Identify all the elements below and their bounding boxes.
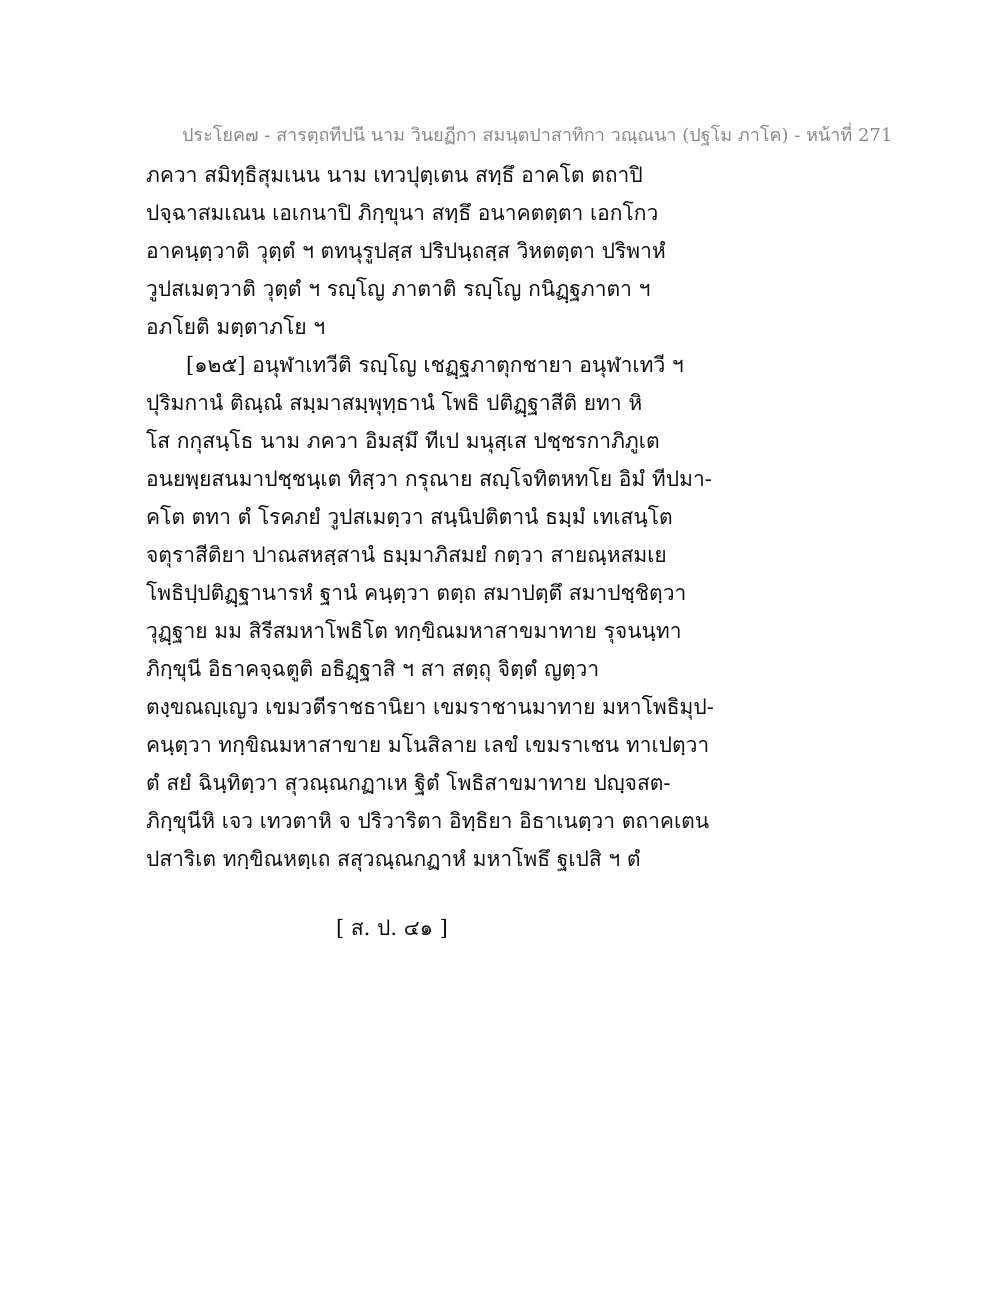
text-line: ภิกฺขุนี อิธาคจฺฉตูติ อธิฏฺฐาสิ ฯ สา สตฺถุ จิตฺตํ ญตฺวา bbox=[146, 657, 600, 681]
text-line: อภโยติ มตฺตาภโย ฯ bbox=[146, 315, 326, 339]
text-line: โพธิปฺปติฏฺฐานารหํ ฐานํ คนฺตฺวา ตตฺถ สมาปตฺตึ สมาปชฺชิตฺวา bbox=[146, 581, 687, 605]
text-line: ภควา สมิทฺธิสุมเนน นาม เทวปุตฺเตน สทฺธึ อาคโต ตถาปิ bbox=[146, 163, 643, 187]
text-line: ปุริมกานํ ติณฺณํ สมฺมาสมฺพุทฺธานํ โพธิ ปติฏฺฐาสีติ ยทา หิ bbox=[146, 391, 643, 415]
text-line: วูปสเมตฺวาติ วุตฺตํ ฯ รญฺโญ ภาตาติ รญฺโญ กนิฏฺฐภาตา ฯ bbox=[146, 277, 651, 301]
text-line: โส กกุสนฺโธ นาม ภควา อิมสฺมึ ทีเป มนุสฺเส ปชฺชรกาภิภูเต bbox=[146, 429, 660, 453]
running-header: ประโยค๗ - สารตฺถทีปนี นาม วินยฏีกา สมนฺตปาสาทิกา วณฺณนา (ปฐโม ภาโค) - หน้าที่ 271 bbox=[182, 125, 893, 146]
text-line: อาคนฺตฺวาติ วุตฺตํ ฯ ตทนุรูปสฺส ปริปนฺถสฺส วิหตตฺตา ปริพาหํ bbox=[146, 239, 666, 263]
text-line: ภิกฺขุนีหิ เจว เทวตาหิ จ ปริวาริตา อิทฺธิยา อิธาเนตฺวา ตถาคเตน bbox=[146, 809, 710, 833]
page-reference: [ ส. ป. ๔๑ ] bbox=[336, 916, 448, 940]
body-text bbox=[146, 156, 866, 878]
paragraph-start-line: [๑๒๕] อนุฬาเทวีติ รญฺโญ เชฏฺฐภาตุกชายา อนุฬาเทวี ฯ bbox=[186, 353, 684, 377]
text-line: จตุราสีติยา ปาณสหสฺสานํ ธมฺมาภิสมยํ กตฺวา สายณฺหสมเย bbox=[146, 543, 667, 567]
text-line: คโต ตทา ตํ โรคภยํ วูปสเมตฺวา สนฺนิปติตานํ ธมฺมํ เทเสนฺโต bbox=[146, 505, 673, 529]
text-line: ตํ สยํ ฉินฺทิตฺวา สุวณฺณกฏาเห ฐิตํ โพธิสาขมาทาย ปญฺจสต- bbox=[146, 771, 671, 795]
text-line: ปจฺฉาสมเณน เอเกนาปิ ภิกฺขุนา สทฺธึ อนาคตตฺตา เอกโกว bbox=[146, 201, 659, 225]
text-line: ปสาริเต ทกฺขิณหตฺเถ สสุวณฺณกฏาหํ มหาโพธึ ฐเปสิ ฯ ตํ bbox=[146, 847, 641, 871]
text-line: คนฺตฺวา ทกฺขิณมหาสาขาย มโนสิลาย เลขํ เขมราเชน ทาเปตฺวา bbox=[146, 733, 710, 757]
text-line: วุฏฺฐาย มม สิรีสมหาโพธิโต ทกฺขิณมหาสาขมาทาย รุจนนฺทา bbox=[146, 619, 682, 643]
text-line: อนยพฺยสนมาปชฺชนฺเต ทิสฺวา กรุณาย สญฺโจทิตหทโย อิมํ ทีปมา- bbox=[146, 467, 712, 491]
text-line: ตงฺขณญฺเญว เขมวตีราชธานิยา เขมราชานมาทาย มหาโพธิมุป- bbox=[146, 695, 714, 719]
